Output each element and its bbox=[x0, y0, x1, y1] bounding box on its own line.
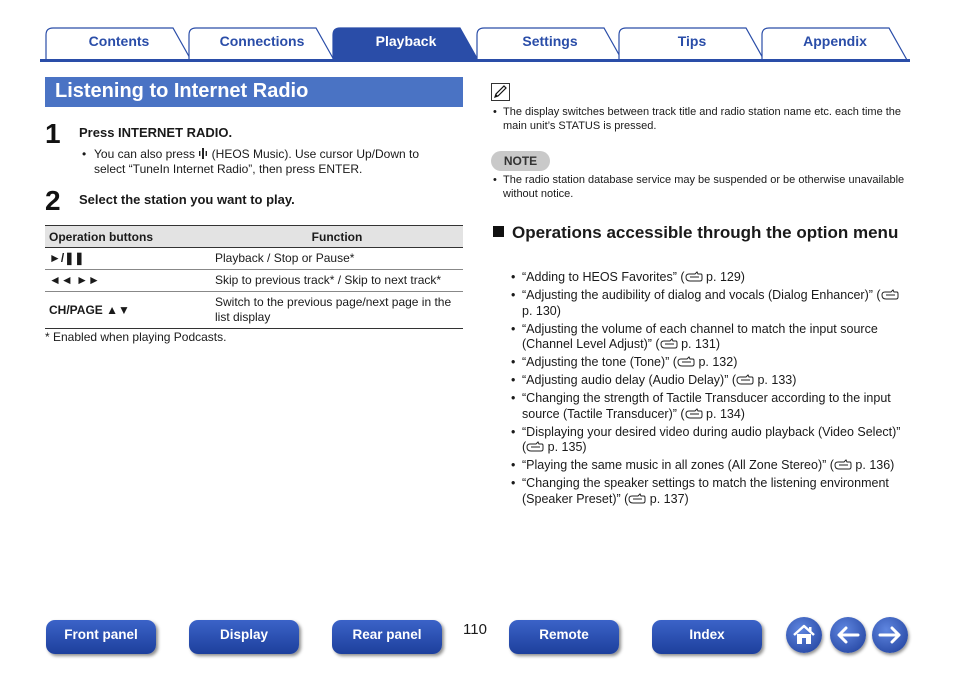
list-item-ref: p. 129) bbox=[706, 270, 745, 284]
list-item[interactable] bbox=[522, 476, 907, 507]
list-item-ref: p. 134) bbox=[706, 406, 745, 421]
list-item[interactable] bbox=[522, 458, 907, 474]
list-item[interactable] bbox=[522, 425, 907, 456]
tab-contents[interactable] bbox=[45, 27, 193, 61]
list-item-text: “Adjusting the audibility of dialog and vocals (Dialog Enhancer)” ( bbox=[522, 288, 881, 302]
list-item[interactable] bbox=[522, 373, 907, 389]
tab-settings[interactable] bbox=[476, 27, 624, 61]
note-bullet: • The radio station database service may be suspended or be otherwise unavailable without notice. bbox=[493, 174, 905, 200]
display-button[interactable]: Display bbox=[189, 620, 299, 654]
list-item[interactable] bbox=[522, 270, 907, 286]
page-reference-icon bbox=[834, 459, 852, 471]
list-item-ref: p. 131) bbox=[681, 337, 720, 351]
list-item[interactable] bbox=[522, 288, 907, 319]
step-number-2: 2 bbox=[45, 185, 61, 216]
bullet-text-line2: select “TuneIn Internet Radio”, then press ENTER. bbox=[94, 162, 363, 176]
page-reference-icon bbox=[685, 271, 703, 283]
page-number: 110 bbox=[463, 621, 487, 638]
list-item-text: “Displaying your desired video during audio playback (Video Select)” ( bbox=[522, 424, 901, 454]
bullet-text-post: (HEOS Music). Use cursor Up/Down to bbox=[211, 147, 420, 161]
list-item[interactable] bbox=[522, 322, 907, 353]
rear-panel-button[interactable]: Rear panel bbox=[332, 620, 442, 654]
tab-underline bbox=[40, 59, 910, 62]
tip-pencil-icon bbox=[491, 83, 510, 101]
list-item-text: “Adjusting the tone (Tone)” ( bbox=[522, 355, 677, 369]
tab-label: Connections bbox=[219, 33, 305, 49]
page-reference-icon bbox=[881, 289, 899, 301]
step-2-title: Select the station you want to play. bbox=[79, 192, 295, 207]
list-item-ref: p. 130) bbox=[522, 303, 561, 318]
tab-connections[interactable] bbox=[188, 27, 336, 61]
bullet-text-pre: You can also press bbox=[94, 147, 195, 161]
list-item-text: “Adjusting audio delay (Audio Delay)” ( bbox=[522, 373, 736, 387]
list-item[interactable] bbox=[522, 355, 907, 371]
index-button[interactable]: Index bbox=[652, 620, 762, 654]
step-number-1: 1 bbox=[45, 118, 61, 149]
table-header-row bbox=[45, 226, 463, 248]
page-reference-icon bbox=[736, 374, 754, 386]
button-ch-page: CH/PAGE ▲▼ bbox=[45, 292, 211, 329]
section-square-icon bbox=[493, 226, 504, 237]
forward-button[interactable] bbox=[872, 617, 908, 653]
tip-text: The display switches between track title and radio station name etc. each time the main unit’s STATUS is pressed. bbox=[503, 106, 902, 132]
note-badge: NOTE bbox=[491, 151, 550, 171]
list-item-ref: p. 133) bbox=[757, 373, 797, 387]
table-row bbox=[45, 292, 463, 329]
list-item[interactable] bbox=[522, 391, 907, 422]
function-text: Skip to previous track* / Skip to next track* bbox=[211, 270, 463, 292]
front-panel-button[interactable]: Front panel bbox=[46, 620, 156, 654]
tab-label: Appendix bbox=[803, 33, 867, 49]
page-reference-icon bbox=[677, 356, 695, 368]
page-reference-icon bbox=[660, 338, 678, 350]
list-item-text: “Playing the same music in all zones (All Zone Stereo)” ( bbox=[522, 458, 834, 472]
page-title-bar bbox=[45, 77, 463, 107]
operations-table bbox=[45, 225, 463, 329]
list-item-ref: p. 135) bbox=[547, 440, 587, 454]
home-icon bbox=[786, 617, 822, 653]
top-tab-bar bbox=[40, 27, 910, 63]
note-text: The radio station database service may be suspended or be otherwise unavailable without notice. bbox=[503, 174, 905, 200]
page-reference-icon bbox=[685, 408, 703, 420]
page-reference-icon bbox=[526, 441, 544, 453]
page-title: Listening to Internet Radio bbox=[55, 80, 309, 102]
tab-tips[interactable] bbox=[618, 27, 766, 61]
tab-label: Tips bbox=[677, 33, 707, 49]
list-item-text: “Adjusting the volume of each channel to match the input source (Channel Level Adjust)” ( bbox=[522, 321, 878, 351]
table-header-function: Function bbox=[211, 226, 463, 248]
list-item-ref: p. 132) bbox=[698, 355, 738, 369]
arrow-right-icon bbox=[872, 617, 908, 653]
tab-label: Settings bbox=[522, 33, 578, 49]
table-header-buttons: Operation buttons bbox=[45, 226, 211, 248]
tab-label: Contents bbox=[88, 33, 150, 49]
tab-appendix[interactable] bbox=[761, 27, 909, 61]
page-reference-icon bbox=[628, 493, 646, 505]
heos-music-icon bbox=[198, 148, 208, 159]
step-1-title: Press INTERNET RADIO. bbox=[79, 125, 233, 140]
list-item-ref: p. 137) bbox=[649, 491, 689, 506]
list-item-ref: p. 136) bbox=[855, 458, 895, 472]
list-item-text: “Changing the speaker settings to match the listening environment (Speaker Preset)” ( bbox=[522, 476, 889, 506]
home-button[interactable] bbox=[786, 617, 822, 653]
section-title: Operations accessible through the option menu bbox=[512, 223, 899, 242]
table-row bbox=[45, 248, 463, 270]
tab-playback[interactable] bbox=[332, 27, 480, 61]
list-item-text: “Changing the strength of Tactile Transducer according to the input source (Tactile Transducer)” ( bbox=[522, 391, 891, 421]
button-skip: ◄◄ ►► bbox=[45, 270, 211, 292]
remote-button[interactable]: Remote bbox=[509, 620, 619, 654]
function-text: Playback / Stop or Pause* bbox=[211, 248, 463, 270]
tab-label: Playback bbox=[375, 33, 437, 49]
table-row bbox=[45, 270, 463, 292]
list-item-text: “Adding to HEOS Favorites” ( bbox=[522, 270, 685, 284]
table-footnote: * Enabled when playing Podcasts. bbox=[45, 330, 227, 344]
option-menu-list bbox=[522, 270, 907, 510]
button-play-pause: ►/❚❚ bbox=[45, 248, 211, 270]
step-1-bullet: • You can also press (HEOS Music). Use cursor Up/Down to select “TuneIn Internet Radio”, then press ENTER. bbox=[82, 147, 420, 176]
tip-bullet: • The display switches between track title and radio station name etc. each time the main unit’s STATUS is pressed. bbox=[493, 106, 902, 132]
function-text: Switch to the previous page/next page in the list display bbox=[211, 292, 463, 329]
arrow-left-icon bbox=[830, 617, 866, 653]
back-button[interactable] bbox=[830, 617, 866, 653]
